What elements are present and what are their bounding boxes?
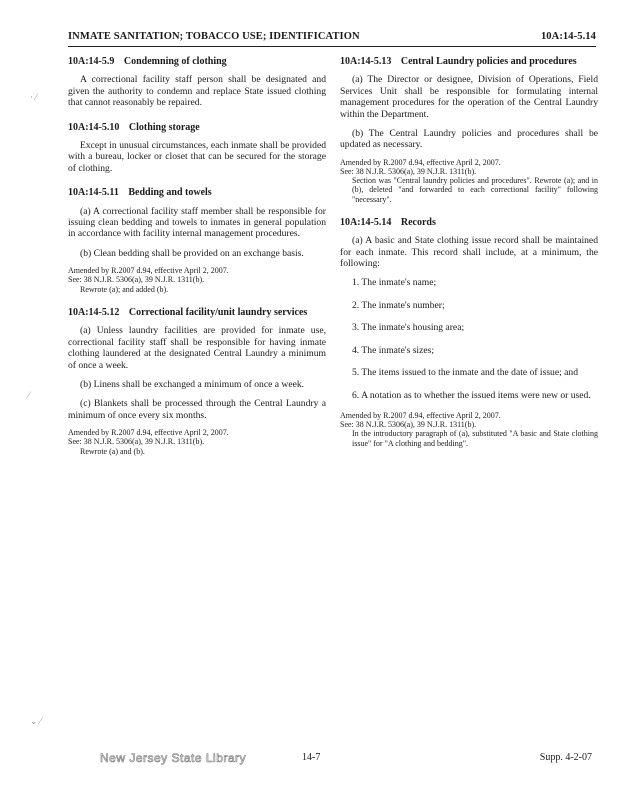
paragraph: (b) Clean bedding shall be provided on an exchange basis. [80, 247, 304, 259]
list-item: 3. The inmate's housing area; [352, 322, 465, 334]
history-line: Amended by R.2007 d.94, effective April 2, 2007. [68, 266, 229, 276]
section-heading [340, 217, 598, 228]
list-item: 4. The inmate's sizes; [352, 344, 435, 356]
section-number: 10A:14-5.14 [340, 216, 392, 228]
section-number: 10A:14-5.12 [68, 306, 120, 318]
section-5-11 [68, 187, 326, 294]
right-column [340, 56, 598, 461]
left-column [68, 56, 326, 469]
history-line: Amended by R.2007 d.94, effective April 2, 2007. [68, 428, 229, 438]
history-note [68, 266, 326, 294]
paragraph: A correctional facility staff person shall be designated and given the authority to condemn and replace State issued clothing that cannot reasonably be repaired. [68, 74, 326, 109]
section-5-14 [340, 217, 598, 448]
header-title: INMATE SANITATION; TOBACCO USE; IDENTIFICATION [68, 31, 360, 42]
paragraph: (a) Unless laundry facilities are provided for inmate use, correctional facility staff shall be responsible for having inmate clothing laundered at the designated Central Laundry a minimum of once a week. [68, 325, 326, 371]
section-number: 10A:14-5.13 [340, 56, 392, 67]
history-line: Rewrote (a); and added (b). [80, 284, 169, 294]
history-note [340, 411, 598, 448]
section-title: Clothing storage [128, 121, 200, 133]
section-title: Bedding and towels [128, 187, 212, 199]
section-5-12 [68, 307, 326, 456]
paragraph: (b) The Central Laundry policies and procedures shall be updated as necessary. [340, 128, 598, 151]
section-number: 10A:14-5.11 [68, 187, 119, 199]
section-title: Condemning of clothing [123, 56, 227, 67]
history-line: See: 38 N.J.R. 5306(a), 39 N.J.R. 1311(b). [68, 275, 205, 285]
list-item: 6. A notation as to whether the issued items were new or used. [352, 389, 591, 401]
section-5-13 [340, 56, 598, 204]
history-note [340, 158, 598, 204]
section-heading [340, 56, 598, 67]
history-line: Amended by R.2007 d.94, effective April 2, 2007. [340, 157, 501, 167]
scan-mark: · ⁄ [30, 92, 37, 102]
section-number: 10A:14-5.10 [68, 121, 120, 133]
section-title: Records [400, 216, 436, 228]
section-5-10 [68, 122, 326, 175]
library-watermark: New Jersey State Library [100, 751, 247, 765]
record-items-list [340, 277, 598, 400]
history-line: Section was "Central laundry policies and procedures". Rewrote (a); and in (b), deleted "and forwarded to each correctional facility" following "necessary". [352, 176, 598, 204]
section-title: Central Laundry policies and procedures [400, 56, 577, 67]
paragraph: (c) Blankets shall be processed through the Central Laundry a minimum of once every six months. [68, 398, 326, 421]
history-line: See: 38 N.J.R. 5306(a), 39 N.J.R. 1311(b). [68, 437, 205, 447]
history-line: In the introductory paragraph of (a), substituted "A basic and State clothing issue" for "A clothing and bedding". [352, 429, 598, 448]
list-item: 2. The inmate's number; [352, 299, 445, 311]
paragraph: (a) A correctional facility staff member shall be responsible for issuing clean bedding and towels to inmates in general population in accordance with facility internal management procedures. [68, 205, 326, 240]
scan-mark: ⁄ [28, 390, 30, 400]
section-heading [68, 122, 326, 133]
section-title: Correctional facility/unit laundry services [128, 306, 308, 318]
section-heading [68, 307, 326, 318]
paragraph: (a) The Director or designee, Division of Operations, Field Services Unit shall be responsible for formulating internal management procedures for the operation of the Central Laundry within the Department. [340, 74, 598, 120]
section-heading [68, 187, 326, 198]
supplement-date: Supp. 4-2-07 [539, 752, 592, 763]
history-line: See: 38 N.J.R. 5306(a), 39 N.J.R. 1311(b). [340, 420, 477, 430]
header-code: 10A:14-5.14 [540, 31, 596, 42]
scan-mark: ⌄ ⁄ [30, 716, 42, 726]
page-number: 14-7 [302, 752, 321, 763]
paragraph: Except in unusual circumstances, each inmate shall be provided with a bureau, locker or closet that can be secured for the storage of clothing. [68, 140, 326, 174]
list-item: 1. The inmate's name; [352, 277, 437, 289]
section-5-9 [68, 56, 326, 109]
list-item: 5. The items issued to the inmate and the date of issue; and [352, 367, 579, 379]
running-header [68, 30, 596, 47]
section-number: 10A:14-5.9 [68, 56, 115, 67]
section-heading [68, 56, 326, 67]
history-line: Rewrote (a) and (b). [80, 446, 145, 456]
paragraph: (a) A basic and State clothing issue record shall be maintained for each inmate. This record shall include, at a minimum, the following: [340, 235, 598, 270]
history-line: See: 38 N.J.R. 5306(a), 39 N.J.R. 1311(b). [340, 167, 477, 177]
paragraph: (b) Linens shall be exchanged a minimum of once a week. [80, 378, 305, 390]
history-line: Amended by R.2007 d.94, effective April 2, 2007. [340, 410, 501, 420]
history-note [68, 428, 326, 456]
